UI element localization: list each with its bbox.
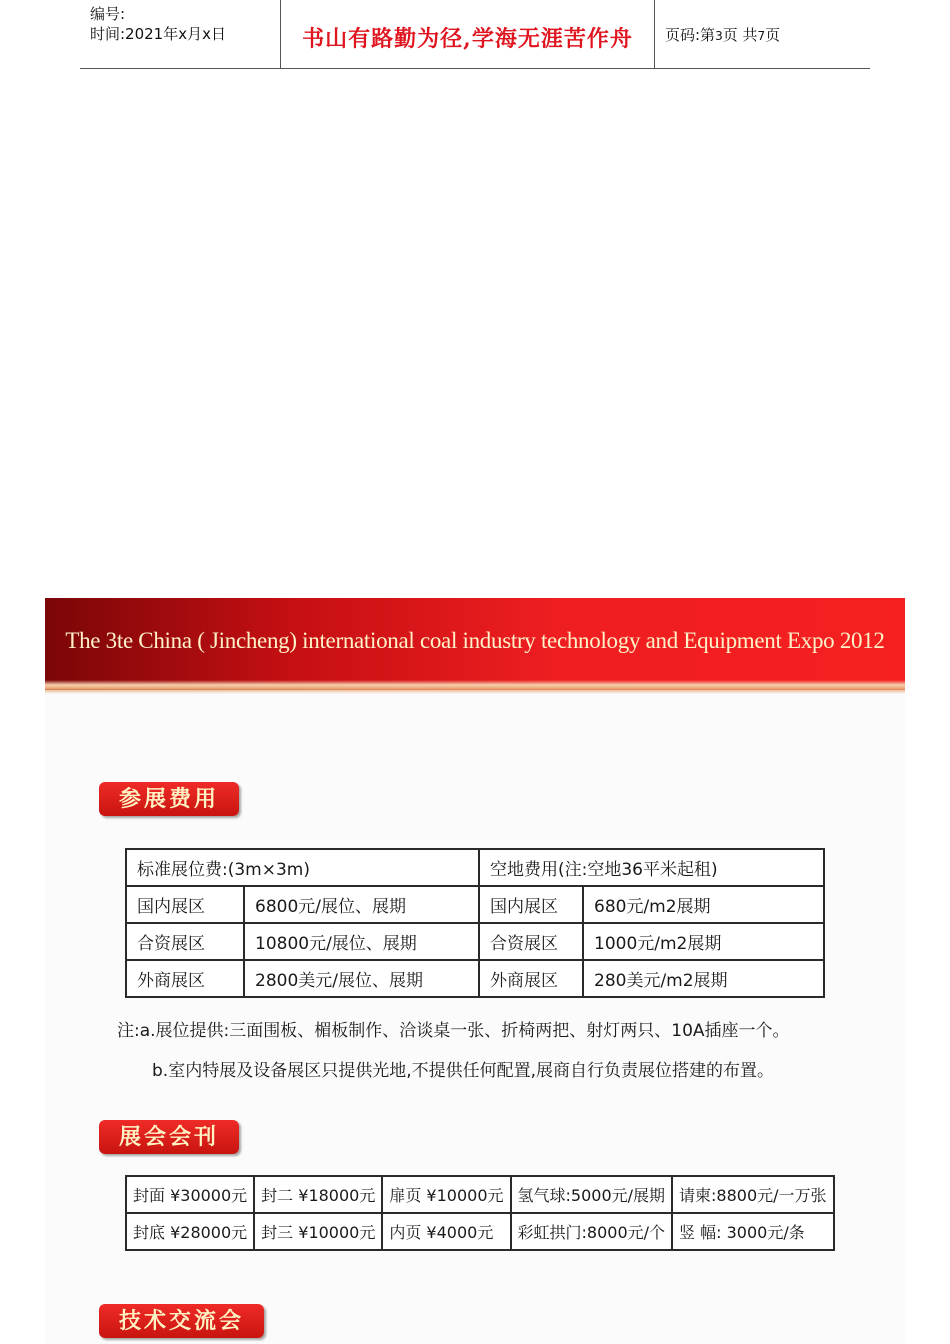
table-cell: 氢气球:5000元/展期 bbox=[511, 1176, 673, 1213]
table-cell: 封面 ¥30000元 bbox=[126, 1176, 254, 1213]
table-cell: 国内展区 bbox=[479, 886, 583, 923]
note-a: 注:a.展位提供:三面围板、楣板制作、洽谈桌一张、折椅两把、射灯两只、10A插座一个。 bbox=[117, 1021, 790, 1041]
table-cell: 彩虹拱门:8000元/个 bbox=[511, 1213, 673, 1250]
table-cell: 请柬:8800元/一万张 bbox=[672, 1176, 834, 1213]
page-prefix: 页码:第 bbox=[665, 26, 716, 44]
table-row bbox=[126, 960, 824, 997]
table-cell: 合资展区 bbox=[126, 923, 244, 960]
section-tag-tech: 技术交流会 bbox=[99, 1304, 264, 1338]
table-row bbox=[126, 886, 824, 923]
table-cell: 6800元/展位、展期 bbox=[244, 886, 479, 923]
fees-left-header: 标准展位费:(3m×3m) bbox=[126, 849, 479, 886]
fees-table bbox=[125, 848, 825, 998]
table-cell: 竖 幅: 3000元/条 bbox=[672, 1213, 834, 1250]
table-row bbox=[126, 1176, 834, 1213]
header-meta bbox=[90, 4, 226, 44]
table-row bbox=[126, 1213, 834, 1250]
page-suffix: 页 bbox=[765, 26, 781, 44]
header-motto: 书山有路勤为径,学海无涯苦作舟 bbox=[302, 26, 633, 52]
advertising-table bbox=[125, 1175, 835, 1251]
header-divider bbox=[654, 0, 655, 68]
page-mid: 页 共 bbox=[722, 26, 758, 44]
table-cell: 外商展区 bbox=[126, 960, 244, 997]
page-indicator bbox=[665, 24, 780, 45]
table-cell: 国内展区 bbox=[126, 886, 244, 923]
table-cell: 10800元/展位、展期 bbox=[244, 923, 479, 960]
table-cell: 封底 ¥28000元 bbox=[126, 1213, 254, 1250]
table-cell: 1000元/m2展期 bbox=[583, 923, 824, 960]
page-total: 7 bbox=[757, 29, 766, 43]
document-header bbox=[80, 0, 870, 69]
code-label: 编号: bbox=[90, 5, 126, 23]
table-row bbox=[126, 849, 824, 886]
table-cell: 封二 ¥18000元 bbox=[254, 1176, 382, 1213]
page-current: 3 bbox=[715, 29, 723, 43]
table-cell: 内页 ¥4000元 bbox=[382, 1213, 510, 1250]
table-cell: 2800美元/展位、展期 bbox=[244, 960, 479, 997]
banner-stripe bbox=[45, 680, 905, 694]
expo-brochure bbox=[45, 598, 905, 1344]
table-cell: 680元/m2展期 bbox=[583, 886, 824, 923]
section-tag-journal: 展会会刊 bbox=[99, 1120, 239, 1154]
table-cell: 扉页 ¥10000元 bbox=[382, 1176, 510, 1213]
table-cell: 外商展区 bbox=[479, 960, 583, 997]
note-b: b.室内特展及设备展区只提供光地,不提供任何配置,展商自行负责展位搭建的布置。 bbox=[152, 1061, 775, 1081]
table-cell: 280美元/m2展期 bbox=[583, 960, 824, 997]
banner-title: The 3te China ( Jincheng) international coal industry technology and Equipment Expo 2012 bbox=[65, 628, 885, 653]
table-row bbox=[126, 923, 824, 960]
date-label: 时间:2021年x月x日 bbox=[90, 25, 226, 43]
fees-right-header: 空地费用(注:空地36平米起租) bbox=[479, 849, 824, 886]
table-cell: 封三 ¥10000元 bbox=[254, 1213, 382, 1250]
table-cell: 合资展区 bbox=[479, 923, 583, 960]
section-tag-fees: 参展费用 bbox=[99, 782, 239, 816]
